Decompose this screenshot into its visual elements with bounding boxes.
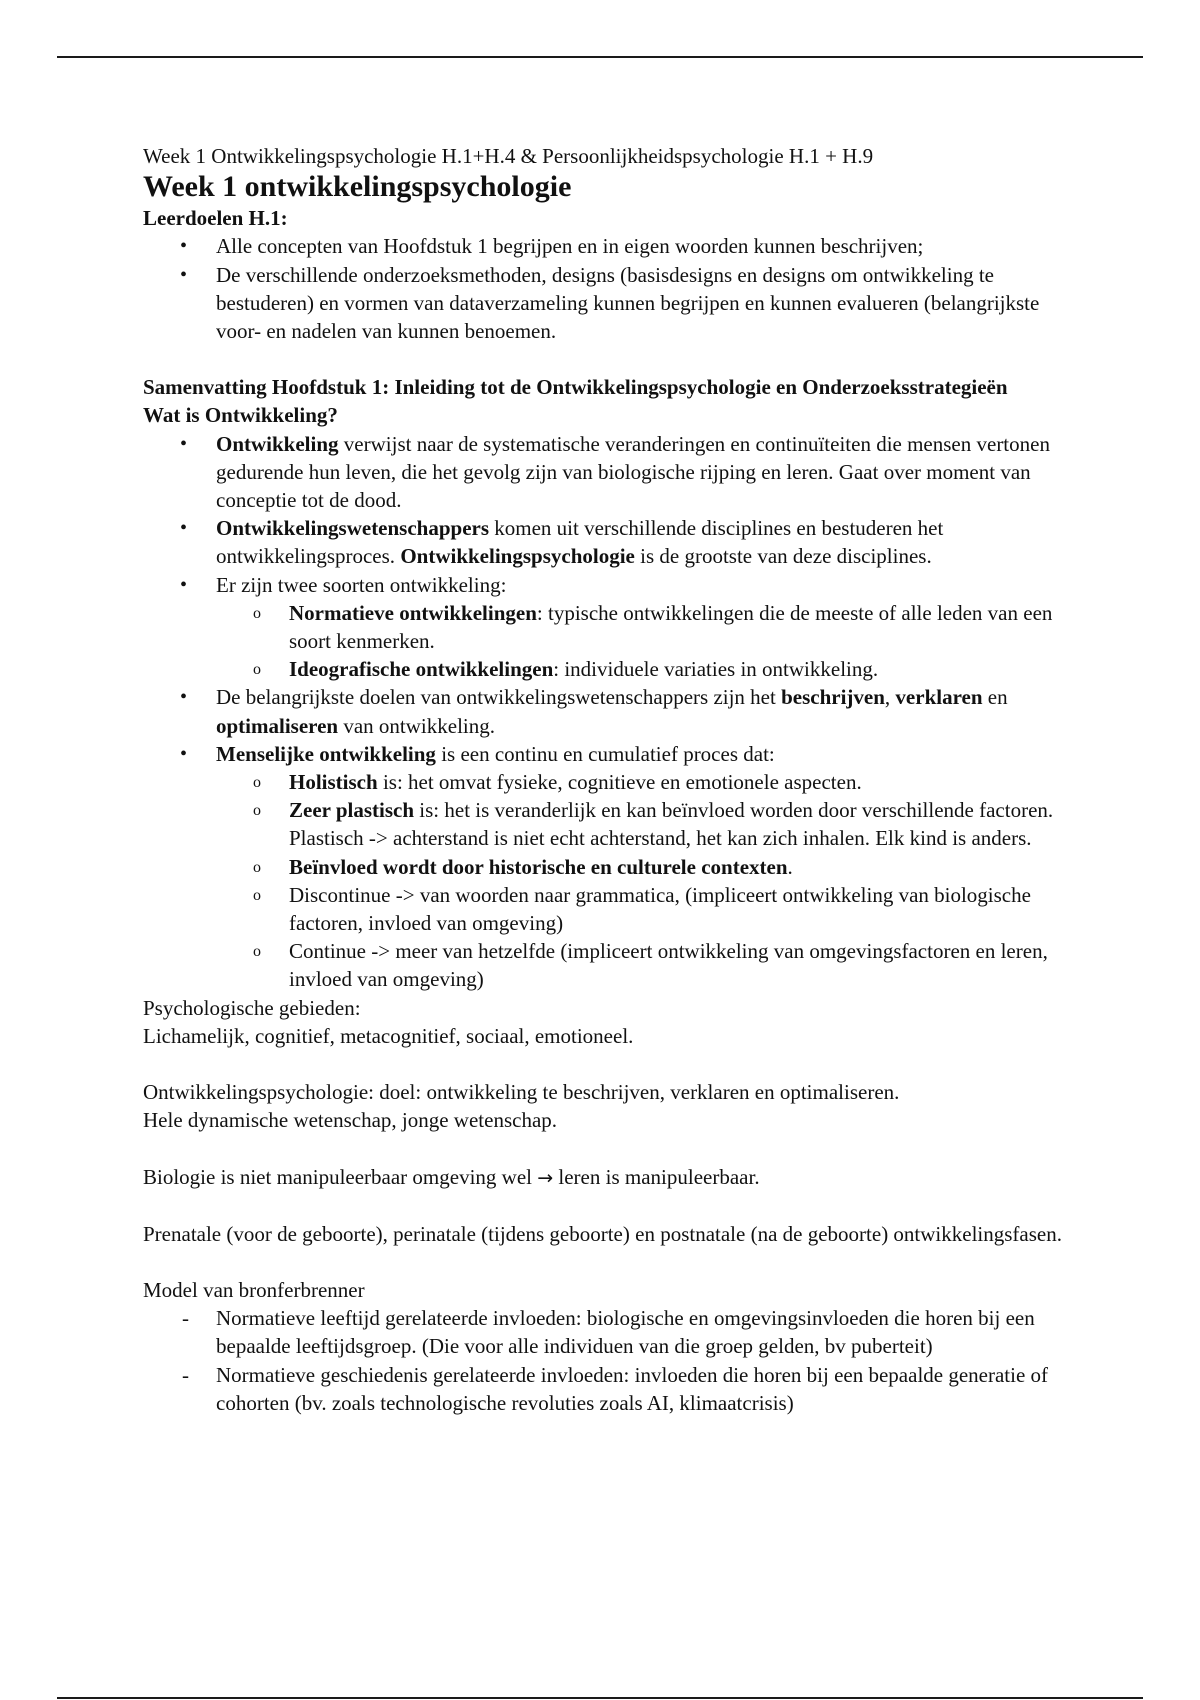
sub-list [216, 599, 1083, 684]
top-rule [57, 56, 1143, 58]
doel-line: Hele dynamische wetenschap, jonge wetenschap. [143, 1108, 558, 1133]
leerdoelen-list [143, 232, 1083, 345]
spacer [143, 345, 1083, 373]
biologie-text: Biologie is niet manipuleerbaar omgeving wel [143, 1164, 538, 1189]
list-item-text: komen uit verschillende disciplines en bestuderen het ontwikkelingsproces. [216, 516, 944, 569]
sub-list-item: o Continue -> meer van hetzelfde (impliceert ontwikkeling van omgevingsfactoren en leren, invloed van omgeving) [216, 937, 1083, 993]
leerdoelen-heading: Leerdoelen H.1: [143, 206, 288, 231]
list-item-text: Er zijn twee soorten ontwikkeling: [216, 572, 507, 597]
document-header: Week 1 Ontwikkelingspsychologie H.1+H.4 & Persoonlijkheidspsychologie H.1 + H.9 [143, 144, 874, 168]
fasen-paragraph: Prenatale (voor de geboorte), perinatale (tijdens geboorte) en postnatale (na de geboorte) ontwikkelingsfasen. [143, 1221, 1062, 1246]
list-item [143, 514, 1083, 570]
list-item-text: is: het is veranderlijk en kan beïnvloed worden door verschillende factoren. Plastisch -> achterstand is niet echt achterstand, het kan zich inhalen. Elk kind is anders. [289, 798, 1054, 851]
sub-list-item [216, 796, 1083, 852]
sub-list-item [216, 768, 1083, 796]
term: Ontwikkelingspsychologie [400, 544, 635, 569]
samenvatting-heading: Samenvatting Hoofdstuk 1: Inleiding tot de Ontwikkelingspsychologie en Onderzoeksstrategieën [143, 375, 1008, 400]
list-item-text: : individuele variaties in ontwikkeling. [553, 657, 879, 682]
model-list [143, 1304, 1083, 1417]
sub-list-item [216, 853, 1083, 881]
document-page [143, 142, 1083, 1417]
spacer [143, 1135, 1083, 1163]
sub-list-item [216, 655, 1083, 683]
right-arrow-icon: → [537, 1166, 554, 1189]
bottom-rule [57, 1697, 1143, 1699]
term: optimaliseren [216, 713, 339, 738]
term: Zeer plastisch [289, 798, 415, 823]
list-item-text: is de grootste van deze disciplines. [634, 544, 932, 569]
model-label: Model van bronferbrenner [143, 1277, 365, 1302]
biologie-line [143, 1163, 1083, 1192]
biologie-text: leren is manipuleerbaar. [553, 1164, 760, 1189]
term: Ontwikkelingswetenschappers [216, 516, 490, 541]
doel-line: Ontwikkelingspsychologie: doel: ontwikkeling te beschrijven, verklaren en optimaliseren. [143, 1080, 900, 1105]
spacer [143, 1248, 1083, 1276]
list-item-text: : typische ontwikkelingen die de meeste of alle leden van een soort kenmerken. [289, 600, 1053, 654]
spacer [143, 1192, 1083, 1220]
list-item: • Alle concepten van Hoofdstuk 1 begrijpen en in eigen woorden kunnen beschrijven; [143, 232, 1083, 260]
list-item-text: . [787, 854, 793, 879]
gebieden-list: Lichamelijk, cognitief, metacognitief, sociaal, emotioneel. [143, 1023, 634, 1048]
term: Normatieve ontwikkelingen [289, 600, 537, 625]
list-item [143, 430, 1083, 515]
list-item-text: is een continu en cumulatief proces dat: [435, 741, 775, 766]
list-item-text: is: het omvat fysieke, cognitieve en emotionele aspecten. [377, 770, 862, 795]
wat-is-ontwikkeling-heading: Wat is Ontwikkeling? [143, 403, 338, 428]
ontwikkeling-list [143, 430, 1083, 994]
term: Holistisch [289, 770, 378, 795]
gebieden-label: Psychologische gebieden: [143, 995, 361, 1020]
document-title: Week 1 ontwikkelingspsychologie [143, 170, 572, 204]
list-item [143, 740, 1083, 994]
term: verklaren [895, 685, 983, 710]
list-item: - Normatieve leeftijd gerelateerde invloeden: biologische en omgevingsinvloeden die horen bij een bepaalde leeftijdsgroep. (Die voor alle individuen van die groep gelden, bv puberteit) [143, 1304, 1083, 1360]
term: beschrijven [781, 685, 885, 710]
term: Menselijke ontwikkeling [216, 741, 436, 766]
list-item-text: verwijst naar de systematische veranderingen en continuïteiten die mensen vertonen gedurende hun leven, die het gevolg zijn van biologische rijping en leren. Gaat over moment van conceptie tot de dood. [216, 431, 1050, 513]
list-item-text: van ontwikkeling. [338, 713, 496, 738]
list-item-text: , [884, 685, 896, 710]
list-item: - Normatieve geschiedenis gerelateerde invloeden: invloeden die horen bij een bepaalde generatie of cohorten (bv. zoals technologische revoluties zoals AI, klimaatcrisis) [143, 1361, 1083, 1417]
list-item [143, 683, 1083, 739]
term: Ideografische ontwikkelingen [289, 657, 554, 682]
sub-list [216, 768, 1083, 994]
list-item-text: De belangrijkste doelen van ontwikkelingswetenschappers zijn het [216, 685, 782, 710]
sub-list-item [216, 599, 1083, 655]
sub-list-item: o Discontinue -> van woorden naar grammatica, (impliceert ontwikkeling van biologische factoren, invloed van omgeving) [216, 881, 1083, 937]
term: Beïnvloed wordt door historische en culturele contexten [289, 854, 788, 879]
spacer [143, 1050, 1083, 1078]
list-item-text: en [982, 685, 1008, 710]
list-item: • De verschillende onderzoeksmethoden, designs (basisdesigns en designs om ontwikkeling te bestuderen) en vormen van dataverzameling kunnen begrijpen en kunnen evalueren (belangrijkste voor- en nadelen van kunnen benoemen. [143, 261, 1083, 346]
list-item [143, 571, 1083, 684]
term: Ontwikkeling [216, 431, 339, 456]
